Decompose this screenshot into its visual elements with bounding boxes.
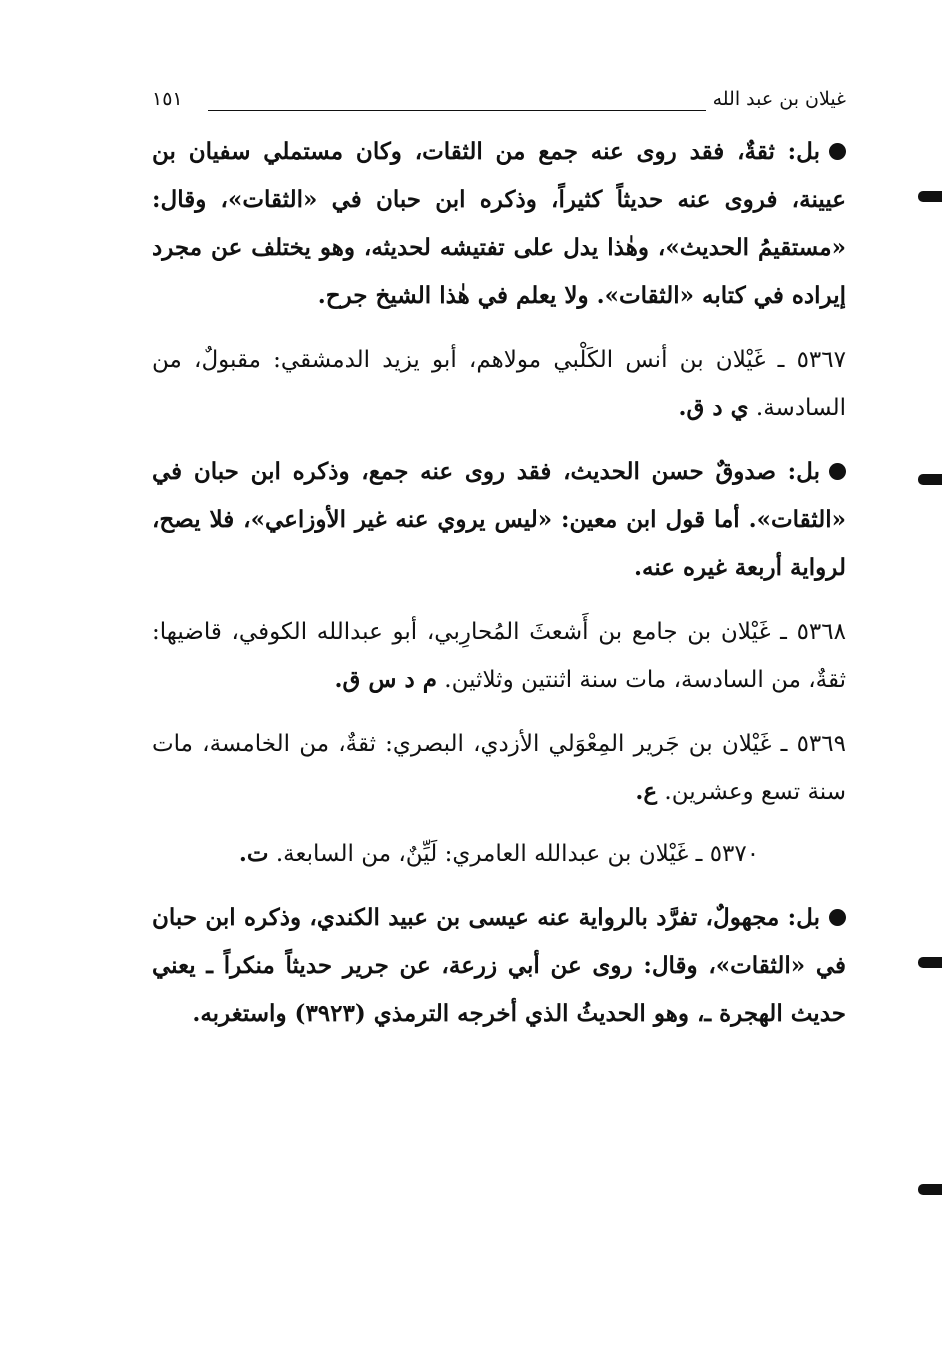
source-symbols: ع.	[635, 778, 658, 805]
source-symbols: ي د ق.	[678, 394, 749, 421]
bullet-icon	[829, 143, 846, 160]
edge-mark	[918, 474, 942, 485]
source-symbols: م د س ق.	[334, 666, 437, 693]
comment-paragraph	[152, 448, 846, 592]
running-title: غيلان بن عبد الله	[712, 88, 846, 110]
comment-text: بل: مجهولٌ، تفرَّد بالرواية عنه عيسى بن عبيد الكندي، وذكره ابن حبان في «الثقات»، وقال: روى عن أبي زرعة، عن جرير حديثاً منكراً ـ يعني حديث الهجرة ـ، وهو الحديثُ الذي أخرجه الترمذي (٣٩٢٣) واستغربه.	[152, 904, 846, 1027]
narrator-entry-5369	[152, 720, 846, 816]
comment-text: بل: ثقةٌ، فقد روى عنه جمع من الثقات، وكان مستملي سفيان بن عيينة، فروى عنه حديثاً كثيراً، وذكره ابن حبان في «الثقات»، وقال: «مستقيمُ الحديث»، وهٰذا يدل على تفتيشه لحديثه، وهو يختلف عن مجرد إيراده في كتابه «الثقات». ولا يعلم في هٰذا الشيخ جرح.	[152, 138, 846, 309]
entry-text: ٥٣٦٨ ـ غَيْلان بن جامع بن أَشعثَ المُحارِبي، أبو عبدالله الكوفي، قاضيها: ثقةٌ، من السادسة، مات سنة اثنتين وثلاثين.	[152, 619, 846, 693]
edge-mark	[918, 191, 942, 202]
edge-mark	[918, 957, 942, 968]
narrator-entry-5367	[152, 336, 846, 432]
entry-text: ٥٣٧٠ ـ غَيْلان بن عبدالله العامري: لَيِّنٌ، من السابعة.	[275, 841, 760, 867]
bullet-icon	[829, 463, 846, 480]
narrator-entry-5370	[152, 830, 846, 878]
edge-mark	[918, 1184, 942, 1195]
main-text	[152, 128, 846, 1038]
entry-text: ٥٣٦٧ ـ غَيْلان بن أنس الكَلْبي مولاهم، أبو يزيد الدمشقي: مقبولٌ، من السادسة.	[152, 347, 846, 421]
page-number: ١٥١	[152, 88, 183, 110]
entry-text: ٥٣٦٩ ـ غَيْلان بن جَرير المِعْوَلي الأزدي، البصري: ثقةٌ، من الخامسة، مات سنة تسع وعشرين.	[152, 731, 846, 805]
source-symbols: ت.	[238, 840, 269, 867]
comment-paragraph	[152, 894, 846, 1038]
page-header	[152, 86, 846, 116]
narrator-entry-5368	[152, 608, 846, 704]
bullet-icon	[829, 909, 846, 926]
header-rule	[208, 110, 706, 111]
comment-text: بل: صدوقٌ حسن الحديث، فقد روى عنه جمع، وذكره ابن حبان في «الثقات». أما قول ابن معين: «ليس يروي عنه غير الأوزاعي»، فلا يصح، لرواية أربعة غيره عنه.	[152, 458, 846, 581]
comment-paragraph	[152, 128, 846, 320]
